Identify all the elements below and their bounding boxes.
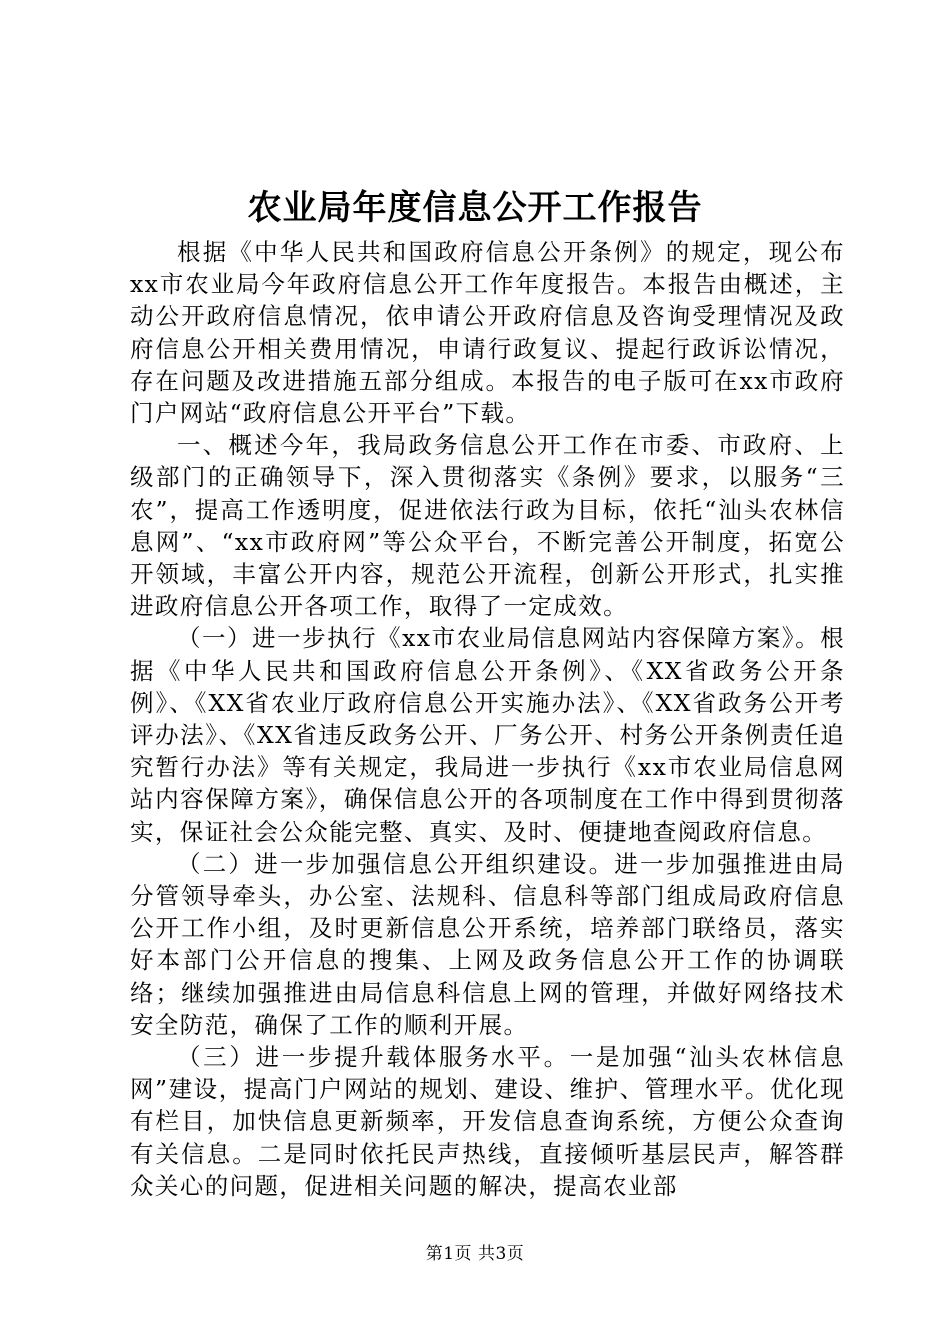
document-body — [130, 236, 845, 1202]
paragraph-overview: 一、概述今年，我局政务信息公开工作在市委、市政府、上级部门的正确领导下，深入贯彻落实《条例》要求，以服务“三农”，提高工作透明度，促进依法行政为目标，依托“汕头农林信息网”、“xx市政府网”等公众平台，不断完善公开制度，拓宽公开领域，丰富公开内容，规范公开流程，创新公开形式，扎实推进政府信息公开各项工作，取得了一定成效。 — [130, 431, 845, 621]
paragraph-section-2: （二）进一步加强信息公开组织建设。进一步加强推进由局分管领导牵头，办公室、法规科、信息科等部门组成局政府信息公开工作小组，及时更新信息公开系统，培养部门联络员，落实好本部门公开信息的搜集、上网及政务信息公开工作的协调联络；继续加强推进由局信息科信息上网的管理，并做好网络技术安全防范，确保了工作的顺利开展。 — [130, 849, 845, 1039]
paragraph-intro: 根据《中华人民共和国政府信息公开条例》的规定，现公布xx市农业局今年政府信息公开工作年度报告。本报告由概述，主动公开政府信息情况，依申请公开政府信息及咨询受理情况及政府信息公开相关费用情况，申请行政复议、提起行政诉讼情况，存在问题及改进措施五部分组成。本报告的电子版可在xx市政府门户网站“政府信息公开平台”下载。 — [130, 238, 845, 428]
document-title: 农业局年度信息公开工作报告 — [247, 188, 703, 228]
page-footer: 第1页 共3页 — [425, 1244, 525, 1264]
paragraph-section-1: （一）进一步执行《xx市农业局信息网站内容保障方案》。根据《中华人民共和国政府信息公开条例》、《XX省政务公开条例》、《XX省农业厅政府信息公开实施办法》、《XX省政务公开考评办法》、《XX省违反政务公开、厂务公开、村务公开条例责任追究暂行办法》等有关规定，我局进一步执行《xx市农业局信息网站内容保障方案》，确保信息公开的各项制度在工作中得到贯彻落实，保证社会公众能完整、真实、及时、便捷地查阅政府信息。 — [130, 624, 845, 846]
paragraph-section-3: （三）进一步提升载体服务水平。一是加强“汕头农林信息网”建设，提高门户网站的规划、建设、维护、管理水平。优化现有栏目，加快信息更新频率，开发信息查询系统，方便公众查询有关信息。二是同时依托民声热线，直接倾听基层民声，解答群众关心的问题，促进相关问题的解决，提高农业部 — [130, 1043, 845, 1200]
